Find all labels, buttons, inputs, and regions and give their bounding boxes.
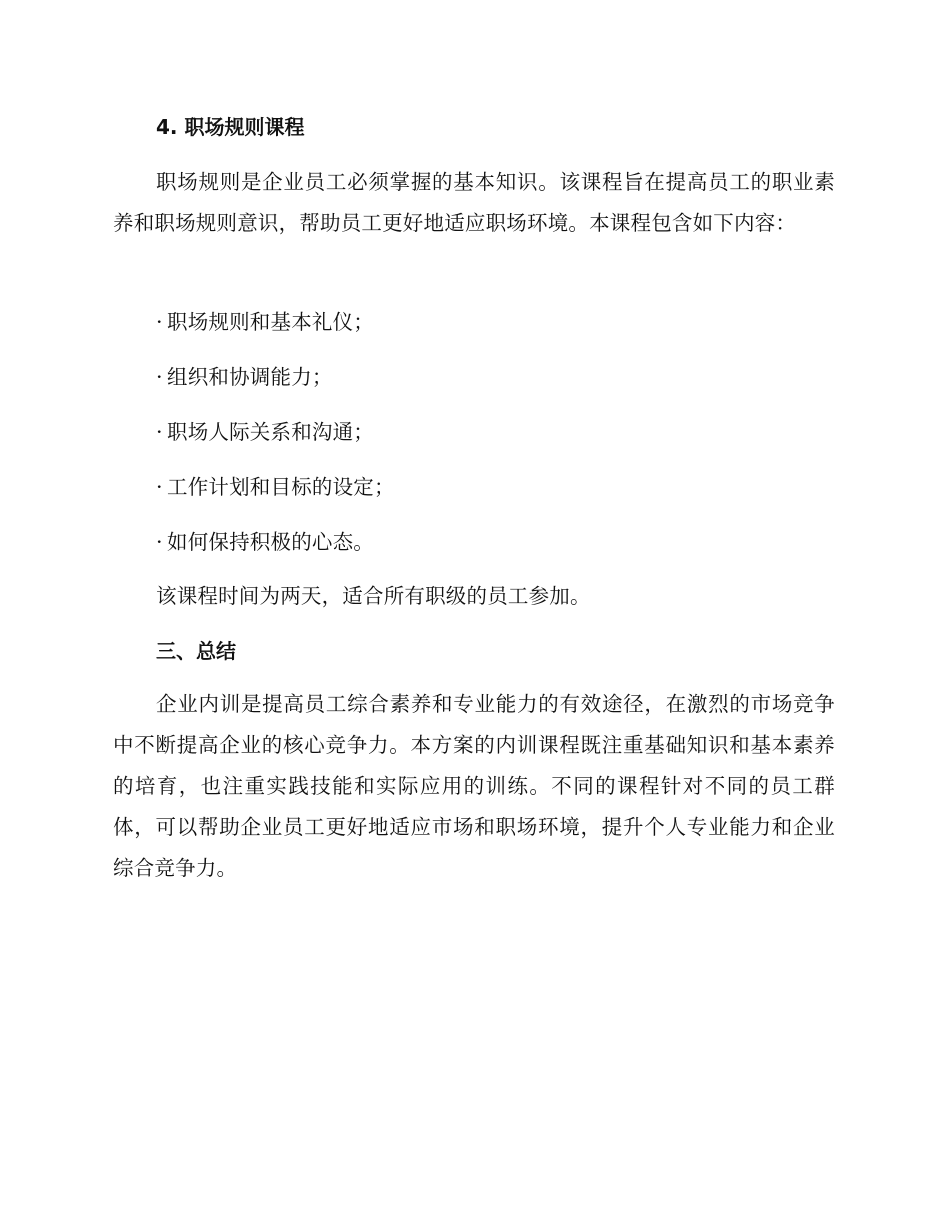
summary-paragraph: 企业内训是提高员工综合素养和专业能力的有效途径，在激烈的市场竞争中不断提高企业的核心竞争力。本方案的内训课程既注重基础知识和基本素养的培育，也注重实践技能和实际应用的训练。不同的课程针对不同的员工群体，可以帮助企业员工更好地适应市场和职场环境，提升个人专业能力和企业综合竞争力。 (113, 692, 835, 880)
summary-heading: 三、总结 (156, 639, 236, 663)
section-heading-workplace-rules: 4. 职场规则课程 (156, 115, 305, 139)
bullet-dot: · (156, 475, 163, 499)
section-intro-paragraph: 职场规则是企业员工必须掌握的基本知识。该课程旨在提高员工的职业素养和职场规则意识，帮助员工更好地适应职场环境。本课程包含如下内容： (113, 170, 835, 235)
bullet-dot: · (156, 420, 163, 444)
list-item-text: 职场规则和基本礼仪； (167, 310, 374, 334)
list-item-text: 如何保持积极的心态。 (167, 530, 374, 554)
list-item (156, 528, 374, 556)
list-item (156, 363, 333, 391)
list-item (156, 308, 374, 336)
bullet-dot: · (156, 365, 163, 389)
list-item (156, 418, 374, 446)
bullet-dot: · (156, 530, 163, 554)
list-item-text: 组织和协调能力； (167, 365, 333, 389)
list-item-text: 职场人际关系和沟通； (167, 420, 374, 444)
list-item-text: 工作计划和目标的设定； (167, 475, 395, 499)
section-closing-paragraph: 该课程时间为两天，适合所有职级的员工参加。 (156, 584, 591, 608)
list-item (156, 473, 395, 501)
bullet-dot: · (156, 310, 163, 334)
